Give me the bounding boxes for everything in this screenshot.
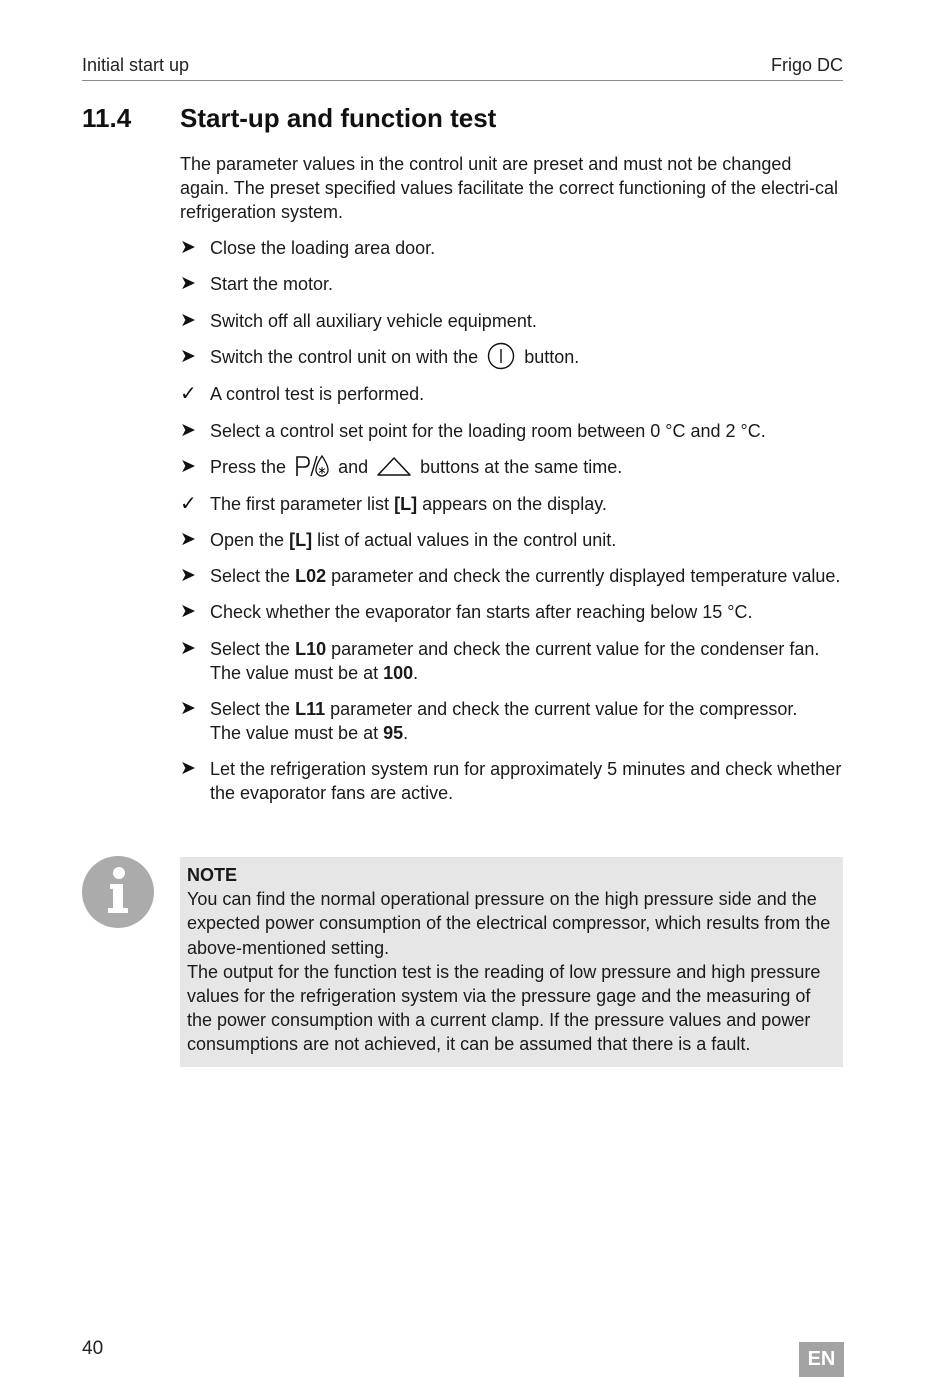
checkmark-icon: ✓ xyxy=(180,492,197,515)
step-text: Select a control set point for the loading room between 0 °C and 2 °C. xyxy=(210,420,766,441)
step-text: Let the refrigeration system run for approximately 5 minutes and check whether the evaporator fans are active. xyxy=(210,759,842,804)
p-defrost-button-icon xyxy=(294,453,330,479)
step-text: Switch off all auxiliary vehicle equipment. xyxy=(210,310,537,331)
section-title: Start-up and function test xyxy=(180,103,497,133)
step-text: Press the xyxy=(210,457,287,478)
step-list xyxy=(180,236,844,805)
step-text: Select the xyxy=(210,699,291,720)
checkmark-icon: ✓ xyxy=(180,383,197,406)
language-tag: EN xyxy=(799,1342,844,1377)
step-text: Check whether the evaporator fan starts after reaching below 15 °C. xyxy=(210,602,753,623)
parameter-code: L11 xyxy=(295,699,326,720)
arrow-marker-icon: ➤ xyxy=(180,565,196,587)
step-3 xyxy=(180,309,844,333)
section-content xyxy=(180,152,844,818)
step-text: Open the xyxy=(210,529,285,550)
section-number: 11.4 xyxy=(82,103,132,133)
required-value: 95 xyxy=(383,723,404,744)
header-chapter: Initial start up xyxy=(82,55,190,75)
step-text: Switch the control unit on with the xyxy=(210,346,479,367)
step-9 xyxy=(180,528,844,552)
step-14 xyxy=(180,757,844,805)
arrow-marker-icon: ➤ xyxy=(180,419,196,441)
step-text: buttons at the same time. xyxy=(420,457,623,478)
power-button-icon xyxy=(486,342,516,370)
parameter-list-code: [L] xyxy=(289,529,313,550)
step-1 xyxy=(180,236,844,260)
step-text: Select the xyxy=(210,638,291,659)
info-icon xyxy=(82,856,154,928)
note-title: NOTE xyxy=(187,865,238,885)
step-4 xyxy=(180,345,844,370)
step-12 xyxy=(180,637,844,685)
step-text: The first parameter list xyxy=(210,493,390,514)
arrow-marker-icon: ➤ xyxy=(180,309,196,331)
step-6 xyxy=(180,419,844,443)
step-10 xyxy=(180,564,844,588)
step-11 xyxy=(180,600,844,624)
arrow-marker-icon: ➤ xyxy=(180,345,196,367)
step-text: appears on the display. xyxy=(422,493,607,514)
arrow-marker-icon: ➤ xyxy=(180,237,196,258)
arrow-marker-icon: ➤ xyxy=(180,637,196,659)
arrow-marker-icon: ➤ xyxy=(180,528,196,550)
page-number: 40 xyxy=(82,1338,104,1359)
step-text: A control test is performed. xyxy=(210,384,425,405)
arrow-marker-icon: ➤ xyxy=(180,601,196,623)
note-paragraph: You can find the normal operational pressure on the high pressure side and the expected power consumption of the electrical compressor, which results from the above-mentioned setting. xyxy=(187,889,831,958)
up-triangle-button-icon xyxy=(376,454,412,478)
step-text: . xyxy=(403,723,409,744)
header-product: Frigo DC xyxy=(770,55,843,75)
step-text: and xyxy=(338,457,369,478)
step-2 xyxy=(180,272,844,296)
parameter-list-code: [L] xyxy=(394,493,418,514)
step-text: parameter and check the current value for the condenser fan. xyxy=(331,638,820,659)
intro-paragraph: The parameter values in the control unit are preset and must not be changed again. The preset specified values facilitate the correct functioning of the electri-cal refrigeration system. xyxy=(180,154,839,222)
step-text: The value must be at xyxy=(210,723,379,744)
step-text: parameter and check the currently displayed temperature value. xyxy=(331,566,841,587)
step-8 xyxy=(180,492,844,516)
step-text: . xyxy=(413,662,419,683)
step-7 xyxy=(180,455,844,479)
arrow-marker-icon: ➤ xyxy=(180,698,196,720)
step-text: Close the loading area door. xyxy=(210,238,436,258)
step-13 xyxy=(180,697,844,745)
step-text: button. xyxy=(524,346,580,367)
page-header xyxy=(82,54,843,81)
arrow-marker-icon: ➤ xyxy=(180,758,196,780)
note-box xyxy=(180,857,843,1067)
step-text: The value must be at xyxy=(210,662,379,683)
arrow-marker-icon: ➤ xyxy=(180,273,196,295)
step-text: Select the xyxy=(210,566,291,587)
step-text: parameter and check the current value for the compressor. xyxy=(330,699,798,720)
arrow-marker-icon: ➤ xyxy=(180,456,196,478)
step-text: Start the motor. xyxy=(210,274,334,295)
required-value: 100 xyxy=(383,662,414,683)
note-paragraph: The output for the function test is the reading of low pressure and high pressure values for the refrigeration system via the pressure gage and the measuring of the power consumption with a current clamp. If the pressure values and power consumptions are not achieved, it can be assumed that there is a fault. xyxy=(187,961,821,1055)
step-text: list of actual values in the control unit. xyxy=(317,529,617,550)
step-5 xyxy=(180,382,844,406)
parameter-code: L02 xyxy=(295,566,327,587)
parameter-code: L10 xyxy=(295,638,327,659)
